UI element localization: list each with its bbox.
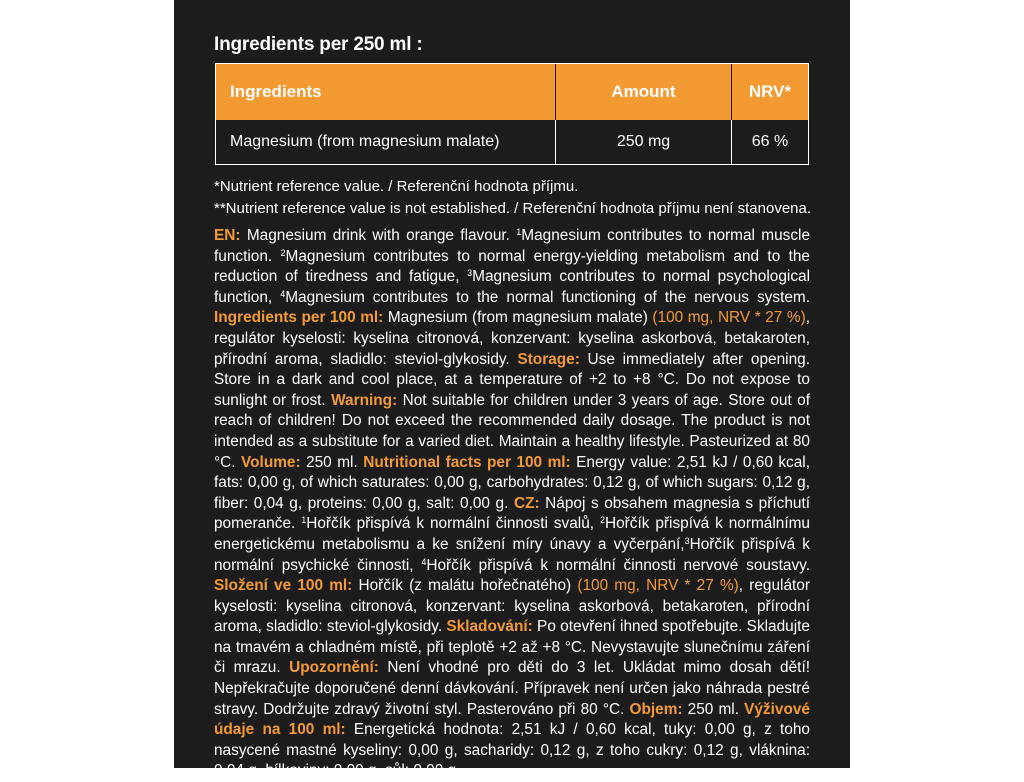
label-slozeni: Složení ve 100 ml:	[214, 577, 353, 595]
ingredients-table	[215, 63, 809, 165]
text-volume: 250 ml.	[300, 453, 364, 471]
cell-amount: 250 mg	[556, 120, 732, 164]
footnote-nrv: *Nutrient reference value. / Referenční hodnota příjmu.	[214, 178, 579, 195]
label-storage: Storage:	[517, 350, 580, 368]
footnotes	[214, 176, 814, 220]
label-ingredients: Ingredients per 100 ml:	[214, 309, 384, 327]
label-body-text	[214, 226, 810, 782]
claim-number: 3	[467, 268, 473, 279]
text-cz-claim-1: Hořčík přispívá k normální činnosti svalů,	[306, 515, 600, 533]
ingredients-heading: Ingredients per 250 ml :	[214, 34, 423, 55]
text-cz-intro: Nápoj s obsahem magnesia s příchutí pomeranče.	[214, 494, 810, 533]
label-vyzivove: Výživové údaje na 100 ml:	[214, 700, 810, 739]
text-cz-claim-3: Hořčík přispívá k normální psychické činnosti,	[214, 535, 810, 574]
text-claim-2: Magnesium contributes to normal energy-yielding metabolism and to the reduction of tiredness and fatigue,	[214, 247, 810, 286]
footnote-nrv-not-established: **Nutrient reference value is not established. / Referenční hodnota příjmu není stanovena.	[214, 200, 812, 217]
label-warning: Warning:	[331, 391, 398, 409]
text-cz-claim-4: Hořčík přispívá k normální činnosti nervové soustavy.	[426, 556, 810, 574]
label-panel	[174, 0, 850, 780]
claim-number: 1	[301, 515, 307, 526]
label-cz: CZ:	[513, 494, 540, 512]
header-amount: Amount	[556, 64, 732, 120]
table-header	[216, 64, 808, 120]
header-ingredients: Ingredients	[216, 64, 556, 120]
text-en-intro: Magnesium drink with orange flavour.	[240, 227, 517, 244]
text-claim-3: Magnesium contributes to normal psychological function,	[214, 268, 810, 306]
claim-number: 3	[684, 535, 690, 546]
label-upozorneni: Upozornění:	[289, 659, 379, 677]
header-nrv: NRV*	[748, 82, 792, 101]
text-ingredients-nrv: (100 mg, NRV * 27 %)	[652, 309, 806, 327]
table-row	[216, 120, 808, 164]
text-cz-claim-2: Hořčík přispívá k normálnímu energetickému metabolismu a ke snížení míry únavy a vyčerpání,	[214, 515, 810, 553]
text-slozeni-b: , regulátor kyselosti: kyselina citronová, konzervant: kyselina askorbová, betakaroten, přírodní aroma, sladidlo: steviol-glykosidy.	[214, 577, 810, 636]
label-skladovani: Skladování:	[446, 618, 533, 636]
text-skladovani: Po otevření ihned spotřebujte. Skladujte na tmavém a chladném místě, při teplotě +2 až +8 °C. Nevystavujte slunečnímu záření či mrazu.	[214, 618, 810, 677]
text-upozorneni: Není vhodné pro děti do 3 let. Ukládat mimo dosah dětí! Nepřekračujte doporučené denní dávkování. Přípravek není určen jako náhrada pestré stravy. Dodržujte zdravý životní styl. Pasterováno při 80 °C.	[214, 659, 810, 718]
label-objem: Objem:	[629, 700, 683, 718]
text-ingredients-b: , regulátor kyselosti: kyselina citronová, konzervant: kyselina askorbová, betakaroten, přírodní aroma, sladidlo: steviol-glykosidy.	[214, 309, 810, 368]
text-warning: Not suitable for children under 3 years of age. Store out of reach of children! Do not exceed the recommended daily dosage. The product is not intended as a substitute for a varied diet. Maintain a healthy lifestyle. Pasteurized at 80 °C.	[214, 391, 810, 471]
label-en: EN:	[214, 227, 241, 244]
label-volume: Volume:	[241, 453, 301, 471]
text-vyzivove: Energetická hodnota: 2,51 kJ / 0,60 kcal, tuky: 0,00 g, z toho nasycené mastné kyseliny: 0,00 g, sacharidy: 0,12 g, z toho cukry: 0,12 g, vláknina: 0,04 g, bílkoviny: 0,00 g, sůl: 0,00 g.	[214, 721, 810, 780]
text-nutrition: Energy value: 2,51 kJ / 0,60 kcal, fats: 0,00 g, of which saturates: 0,00 g, carbohydrates: 0,12 g, of which sugars: 0,12 g, fiber: 0,04 g, proteins: 0,00 g, salt: 0,00 g.	[214, 453, 810, 512]
text-slozeni-nrv: (100 mg, NRV * 27 %)	[577, 577, 739, 595]
text-slozeni-a: Hořčík (z malátu hořečnatého)	[352, 577, 578, 595]
cell-nrv: 66 %	[751, 133, 789, 150]
text-claim-1: Magnesium contributes to normal muscle function.	[214, 227, 810, 265]
text-storage: Use immediately after opening. Store in a dark and cool place, at a temperature of +2 to +8 °C. Do not expose to sunlight or frost.	[214, 350, 810, 409]
text-claim-4: Magnesium contributes to the normal functioning of the nervous system.	[285, 288, 810, 306]
claim-number: 2	[280, 247, 286, 258]
label-nutrition: Nutritional facts per 100 ml:	[363, 453, 571, 471]
claim-number: 1	[516, 227, 522, 237]
text-ingredients-a: Magnesium (from magnesium malate)	[383, 309, 653, 327]
claim-number: 2	[599, 515, 605, 526]
cell-ingredient: Magnesium (from magnesium malate)	[216, 120, 556, 164]
claim-number: 4	[280, 288, 286, 299]
text-objem: 250 ml.	[682, 700, 745, 718]
claim-number: 4	[421, 556, 427, 567]
